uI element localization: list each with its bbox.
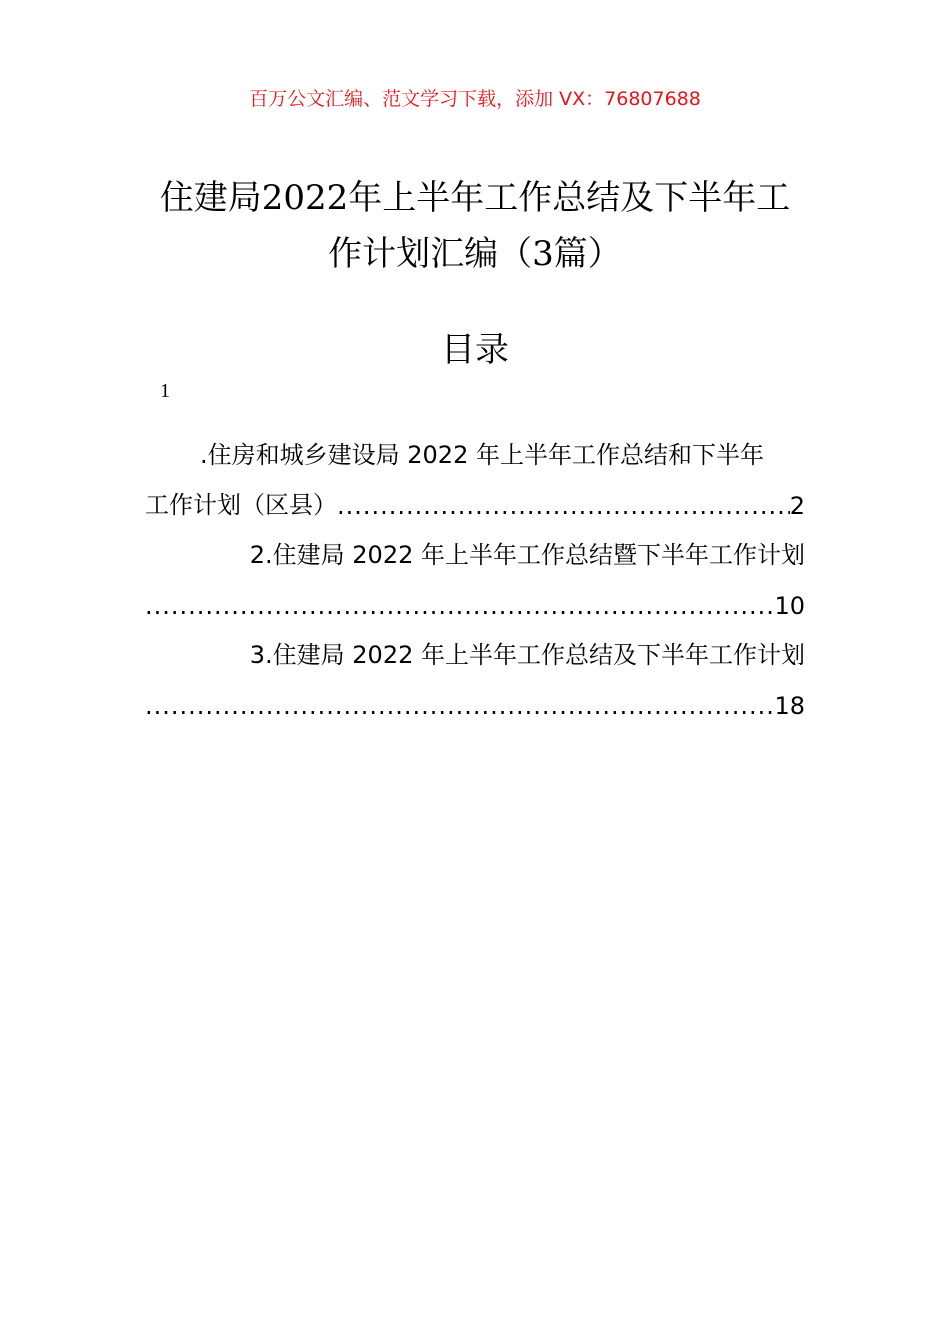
toc-marker: 1 xyxy=(160,380,170,402)
toc-entry-1-leader xyxy=(337,492,790,520)
header-watermark: 百万公文汇编、范文学习下载，添加 VX：76807688 xyxy=(249,88,701,110)
toc-entry-2-leader xyxy=(145,592,774,620)
table-of-contents xyxy=(145,420,805,720)
toc-entry-3-page: 18 xyxy=(774,692,805,720)
toc-entry-1-line-1: .住房和城乡建设局 2022 年上半年工作总结和下半年 xyxy=(200,441,764,469)
toc-entry-1-page: 2 xyxy=(789,492,805,520)
toc-entry-1[interactable] xyxy=(145,420,805,520)
toc-entry-3-leader xyxy=(145,692,774,720)
toc-heading: 目录 xyxy=(441,330,509,370)
toc-entry-3[interactable] xyxy=(145,620,805,720)
toc-entry-1-line-2: 工作计划（区县） xyxy=(145,491,337,519)
toc-entry-2[interactable] xyxy=(145,520,805,620)
document-title xyxy=(120,170,830,282)
toc-entry-2-line-1: 2.住建局 2022 年上半年工作总结暨下半年工作计划 xyxy=(249,541,805,569)
title-line-2: 作计划汇编（3篇） xyxy=(328,234,622,274)
title-line-1: 住建局2022年上半年工作总结及下半年工 xyxy=(159,178,791,218)
toc-entry-3-line-1: 3.住建局 2022 年上半年工作总结及下半年工作计划 xyxy=(249,641,805,669)
toc-entry-2-page: 10 xyxy=(774,592,805,620)
